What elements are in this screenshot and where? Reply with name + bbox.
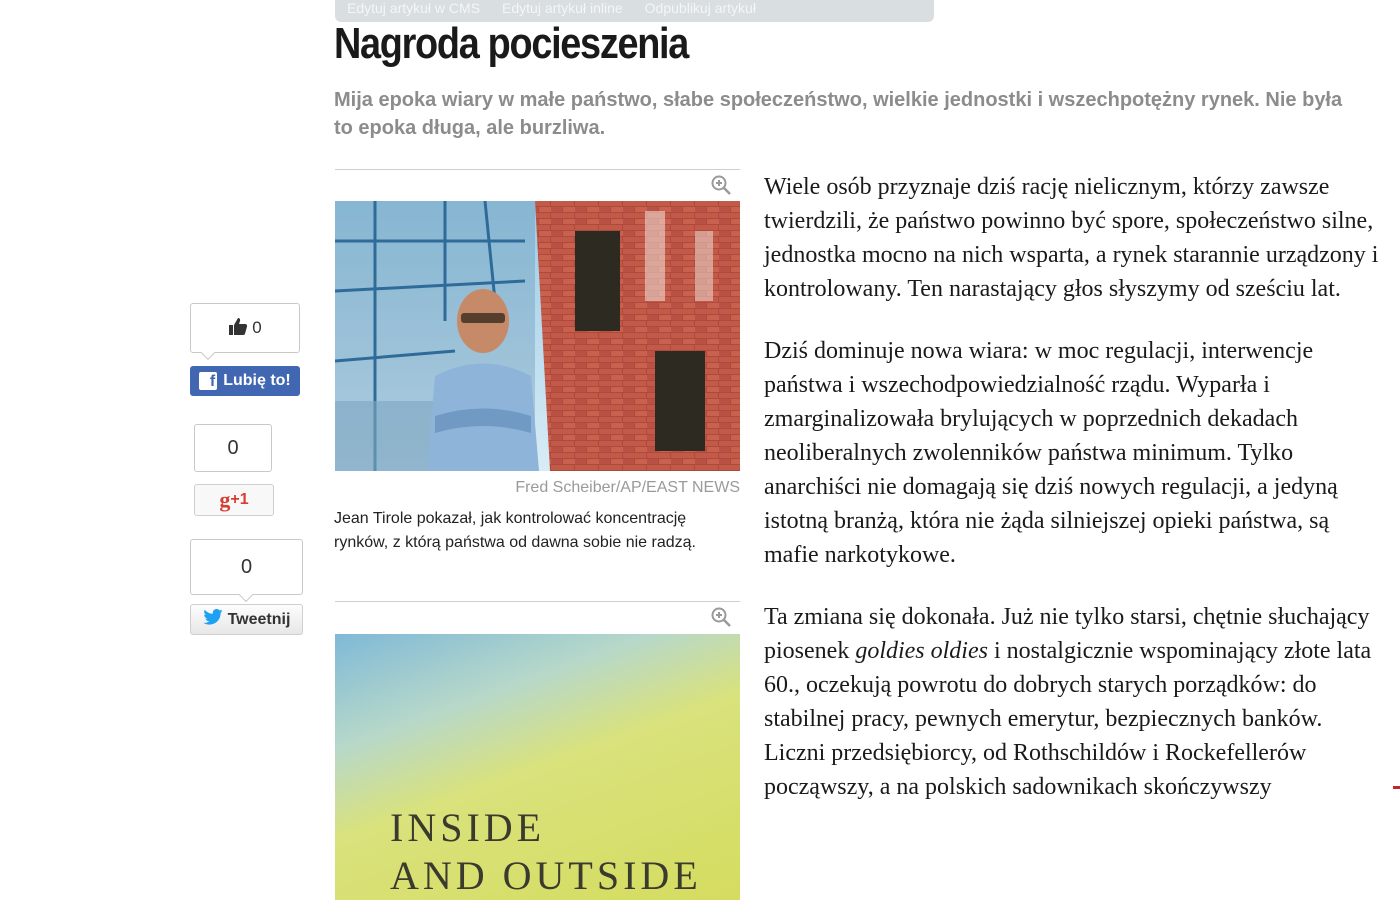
facebook-like-count [190, 303, 300, 353]
tweet-label: Tweetnij [227, 610, 291, 628]
gplus-button[interactable] [194, 484, 274, 516]
twitter-bird-icon [203, 609, 223, 630]
gplus-icon: g [219, 487, 231, 512]
tweet-button[interactable] [190, 604, 303, 635]
zoom-in-icon-2[interactable] [710, 606, 732, 628]
thumbs-up-icon [228, 317, 248, 340]
gplus-count-value: 0 [227, 436, 239, 459]
photo-caption: Jean Tirole pokazał, jak kontrolować koncentrację rynków, z którą państwa od dawna sobie nie radzą. [334, 510, 696, 551]
article-lead: Mija epoka wiary w małe państwo, słabe społeczeństwo, wielkie jednostki i wszechpotężny rynek. Nie była to epoka długa, ale burzliwa. [334, 89, 1343, 139]
paragraph-2: Dziś dominuje nowa wiara: w moc regulacji, interwencje państwa i wszechodpowiedzialność rządu. Wyparła i zmarginalizowała brylujących w poprzednich dekadach neoliberalnych zwolenników państwa minimum. Tylko anarchiści nie domagają się dziś nowych regulacji, a jedyną istotną branżą, która nie żąda silniejszej opieki państwa, są mafie narkotykowe. [764, 338, 1338, 568]
edit-in-cms-link[interactable]: Edytuj artykuł w CMS [347, 0, 481, 16]
gplus-label: +1 [230, 491, 249, 508]
paragraph-3 [764, 600, 1384, 804]
facebook-like-button[interactable] [190, 366, 300, 396]
photo-credit: Fred Scheiber/AP/EAST NEWS [515, 479, 740, 496]
facebook-count-value: 0 [252, 318, 262, 337]
article-body [764, 170, 1384, 832]
figure-divider [335, 169, 740, 170]
paragraph-3-start: Ta zmiana się dokonała. Już nie tylko starsi, chętnie słuchający piosenek [764, 604, 1370, 664]
edit-inline-link[interactable]: Edytuj artykuł inline [502, 0, 623, 16]
facebook-logo-icon: f [199, 372, 217, 390]
paragraph-3-rest: i nostalgicznie wspominający złote lata 60., oczekują powrotu do dobrych starych porządków: do stabilnej pracy, pewnych emerytur, bezpiecznych banków. Liczni przedsiębiorcy, od Rothschildów i Rockefellerów począwszy, a na polskich sadownikach skończywszy [764, 638, 1372, 800]
unpublish-link[interactable]: Odpublikuj artykuł [644, 0, 756, 16]
gplus-count [194, 424, 272, 472]
edge-marker [1393, 786, 1400, 789]
twitter-count [190, 539, 303, 595]
book-title-line-2: AND OUTSIDE [390, 853, 702, 898]
paragraph-1: Wiele osób przyznaje dziś rację nielicznym, którzy zawsze twierdzili, że państwo powinno być spore, społeczeństwo silne, jednostka mocno na nich wsparta, a rynek starannie urządzony i kontrolowany. Ten narastający głos słyszymy od sześciu lat. [764, 174, 1379, 302]
twitter-count-value: 0 [240, 555, 253, 578]
figure-divider-2 [335, 601, 740, 602]
zoom-in-icon[interactable] [710, 174, 732, 196]
book-title-line-1: INSIDE [390, 805, 546, 850]
article-photo[interactable] [335, 201, 740, 471]
book-cover-image[interactable] [335, 634, 740, 900]
facebook-like-label: Lubię to! [223, 372, 291, 389]
article-title: Nagroda pocieszenia [334, 19, 689, 68]
paragraph-3-emphasis: goldies oldies [855, 638, 988, 664]
